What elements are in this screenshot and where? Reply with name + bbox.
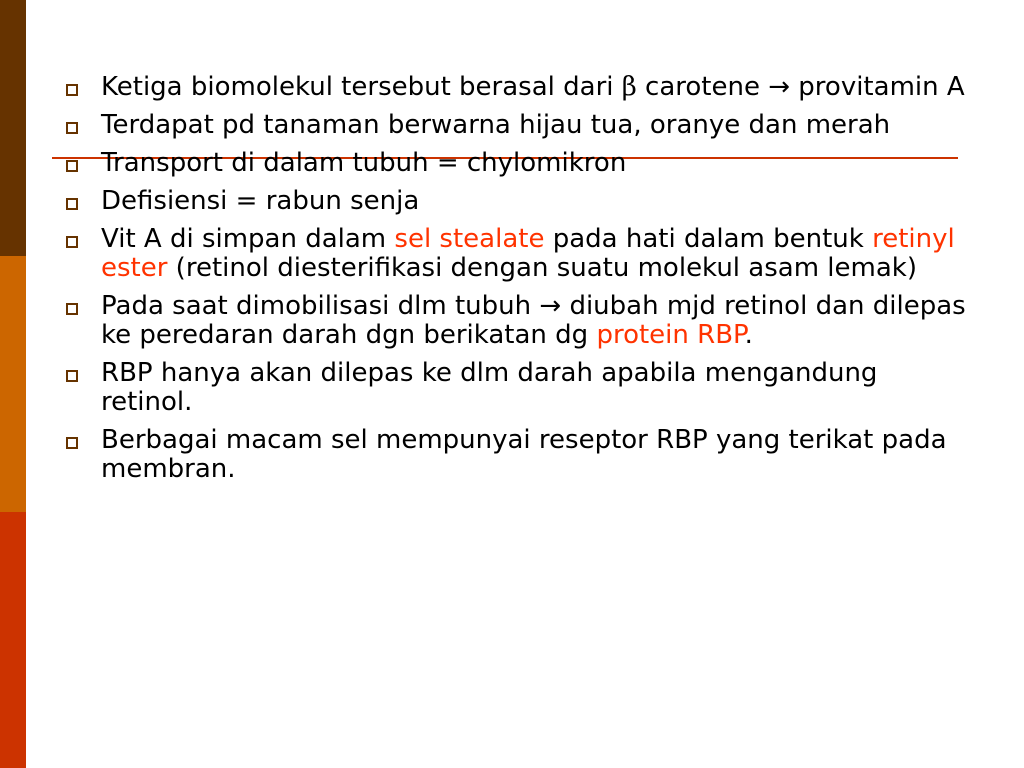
bullet-list [66, 73, 966, 493]
highlighted-term: protein RBP [596, 320, 745, 350]
bullet-square-icon [66, 122, 78, 134]
sidebar-bottom-segment [0, 512, 26, 768]
bullet-text: Berbagai macam sel mempunyai reseptor RBP yang terikat pada membran. [101, 425, 947, 484]
bullet-item-1 [66, 73, 966, 102]
sidebar-decoration [0, 0, 26, 768]
bullet-square-icon [66, 303, 78, 315]
text-segment: provitamin A [790, 72, 965, 102]
text-segment: carotene [636, 72, 769, 102]
highlighted-term: sel stealate [394, 224, 545, 254]
bullet-item-3 [66, 149, 966, 178]
text-segment: diubah mjd retinol dan dilepas ke peredaran darah dgn berikatan dg [101, 291, 966, 350]
text-segment: Ketiga biomolekul tersebut berasal dari [101, 72, 622, 102]
bullet-text: RBP hanya akan dilepas ke dlm darah apabila mengandung retinol. [101, 358, 878, 417]
bullet-text [101, 291, 966, 350]
text-segment: Pada saat dimobilisasi dlm tubuh [101, 291, 540, 321]
right-arrow-icon: → [768, 72, 791, 102]
bullet-square-icon [66, 84, 78, 96]
bullet-item-7 [66, 359, 966, 417]
text-segment: . [744, 320, 753, 350]
right-arrow-icon: → [539, 291, 562, 321]
bullet-square-icon [66, 198, 78, 210]
bullet-text: Transport di dalam tubuh = chylomikron [101, 148, 627, 178]
bullet-item-5 [66, 225, 966, 283]
bullet-text [101, 72, 965, 102]
bullet-text: Terdapat pd tanaman berwarna hijau tua, oranye dan merah [101, 110, 891, 140]
bullet-item-6 [66, 292, 966, 350]
sidebar-top-segment [0, 0, 26, 256]
bullet-text [101, 224, 955, 283]
text-segment: (retinol diesterifikasi dengan suatu molekul asam lemak) [167, 253, 917, 283]
beta-symbol: β [621, 72, 637, 102]
bullet-text: Defisiensi = rabun senja [101, 186, 420, 216]
sidebar-middle-segment [0, 256, 26, 512]
bullet-item-8 [66, 426, 966, 484]
highlighted-term: retinyl ester [101, 224, 955, 283]
bullet-square-icon [66, 160, 78, 172]
text-segment: Vit A di simpan dalam [101, 224, 395, 254]
text-segment: pada hati dalam bentuk [544, 224, 873, 254]
bullet-square-icon [66, 236, 78, 248]
bullet-item-2 [66, 111, 966, 140]
bullet-square-icon [66, 437, 78, 449]
bullet-square-icon [66, 370, 78, 382]
bullet-item-4 [66, 187, 966, 216]
